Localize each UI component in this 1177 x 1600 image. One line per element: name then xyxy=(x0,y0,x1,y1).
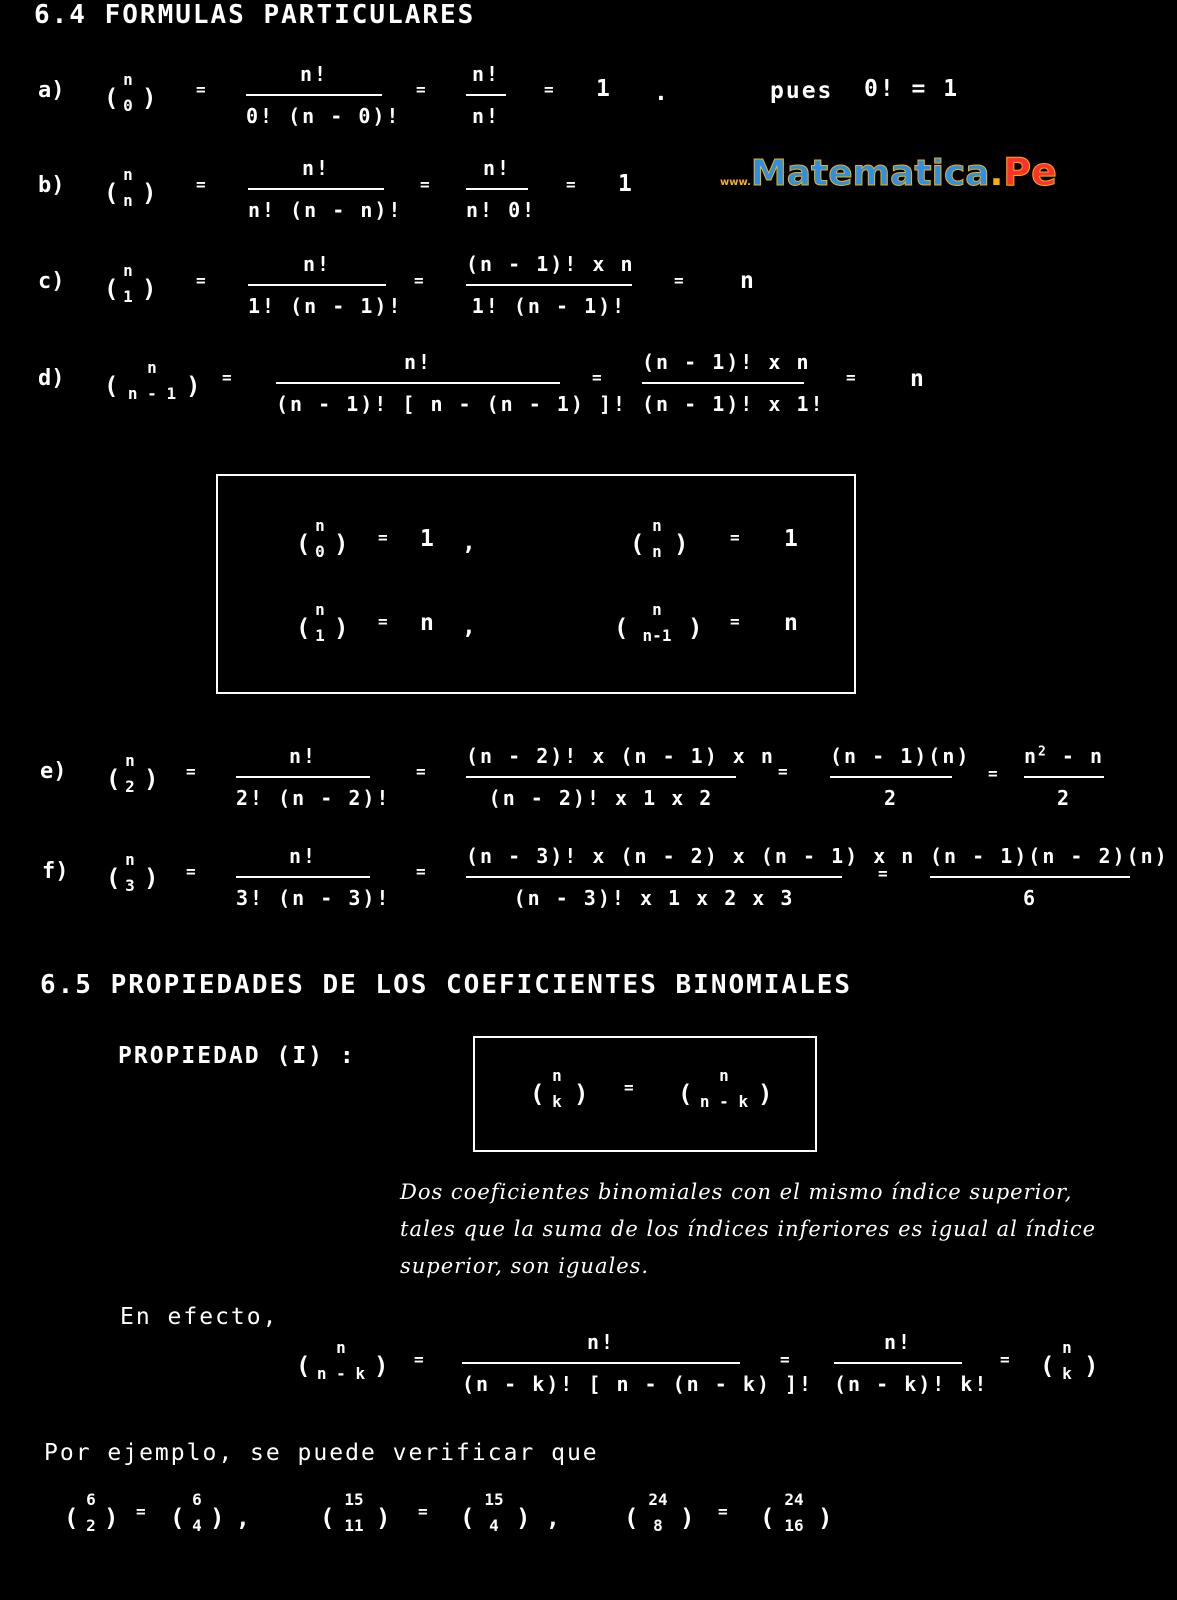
formula-a-note-value: 0! = 1 xyxy=(864,76,960,102)
section-heading-6-5: 6.5 PROPIEDADES DE LOS COEFICIENTES BINOMIALES xyxy=(40,970,853,1000)
summary-box xyxy=(216,474,856,694)
por-ejemplo-text: Por ejemplo, se puede verificar que xyxy=(44,1440,599,1466)
en-efecto-text: En efecto, xyxy=(120,1304,279,1330)
property-description: Dos coeficientes binomiales con el mismo índice superior, tales que la suma de los índices inferiores es igual al índice superior, son iguales. xyxy=(400,1180,1097,1278)
formula-a-note: pues xyxy=(770,78,834,104)
formula-b-result: 1 xyxy=(618,171,634,197)
property-label: PROPIEDAD (I) : xyxy=(118,1043,356,1069)
formula-b-label: b) xyxy=(38,173,65,198)
formula-a-label: a) xyxy=(38,78,65,103)
matematica-pe-logo: www.Matematica.Pe xyxy=(720,150,1057,194)
formula-e-label: e) xyxy=(40,759,67,784)
formula-d-label: d) xyxy=(38,366,65,391)
formula-c-result: n xyxy=(740,268,756,294)
section-heading-6-4: 6.4 FORMULAS PARTICULARES xyxy=(34,0,476,30)
formula-f-label: f) xyxy=(42,859,69,884)
formula-d-result: n xyxy=(910,366,926,392)
formula-c-label: c) xyxy=(38,269,65,294)
formula-a-result: 1 xyxy=(596,76,612,102)
